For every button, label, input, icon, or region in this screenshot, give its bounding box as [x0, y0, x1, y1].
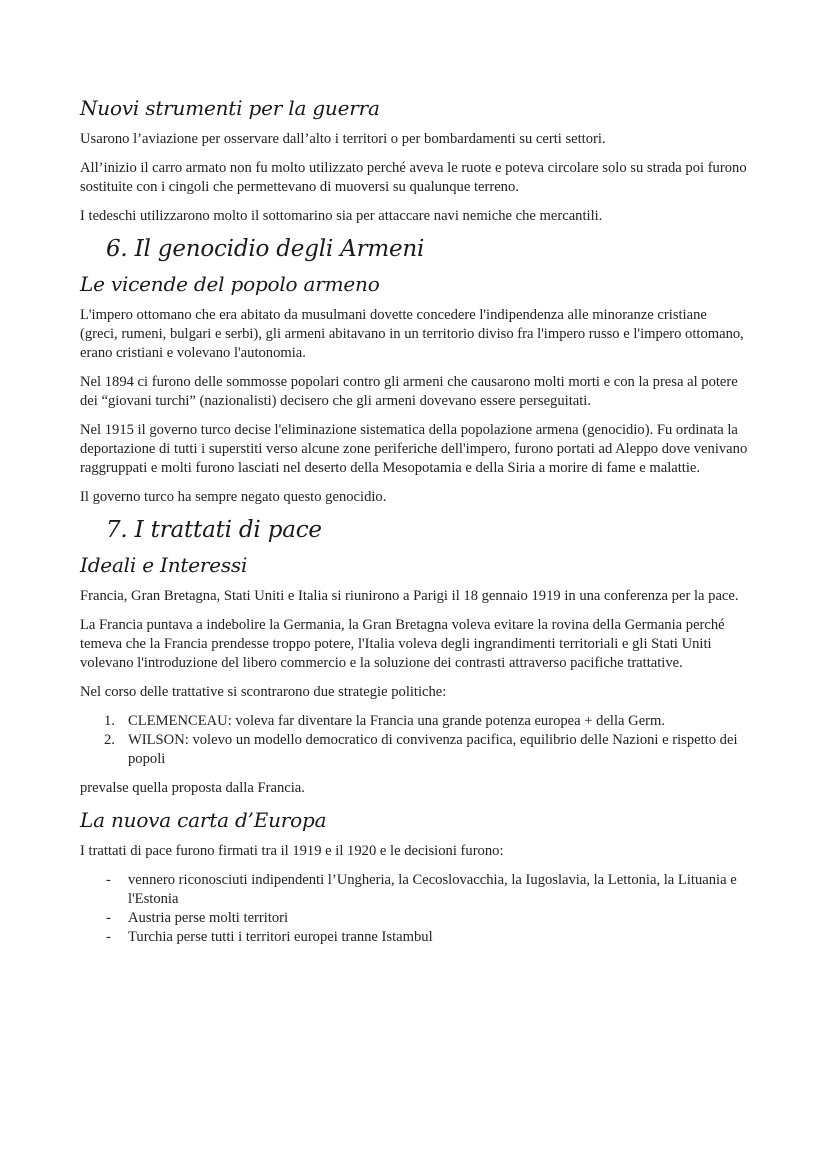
- list-item-text: Austria perse molti territori: [128, 910, 289, 926]
- heading-vicende-popolo-armeno: Le vicende del popolo armeno: [80, 272, 380, 296]
- list-item-text: CLEMENCEAU: voleva far diventare la Francia una grande potenza europea + della Germ.: [128, 713, 666, 729]
- paragraph: Nel 1915 il governo turco decise l'eliminazione sistematica della popolazione armena (genocidio). Fu ordinata la deportazione di tutti i superstiti verso alcune zone periferiche dell'impero, furono portati ad Aleppo dove venivano raggruppati e molti furono lasciati nel deserto della Mesopotamia e della Siria a morire di fame e malattie.: [80, 422, 748, 476]
- heading-trattati-pace: 7. I trattati di pace: [106, 517, 322, 543]
- paragraph: Francia, Gran Bretagna, Stati Uniti e Italia si riunirono a Parigi il 18 gennaio 1919 in una conferenza per la pace.: [80, 588, 739, 604]
- heading-ideali-interessi: Ideali e Interessi: [80, 553, 248, 577]
- list-item-text: vennero riconosciuti indipendenti l’Ungheria, la Cecoslovacchia, la Iugoslavia, la Lettonia, la Lituania e l'Estonia: [128, 872, 737, 907]
- heading-nuova-carta-europa: La nuova carta d’Europa: [80, 808, 327, 832]
- paragraph: Usarono l’aviazione per osservare dall’alto i territori o per bombardamenti su certi settori.: [80, 131, 606, 147]
- paragraph: Nel corso delle trattative si scontrarono due strategie politiche:: [80, 684, 447, 700]
- list-number: 2.: [104, 732, 115, 748]
- list-bullet: -: [106, 929, 111, 945]
- paragraph: I trattati di pace furono firmati tra il 1919 e il 1920 e le decisioni furono:: [80, 843, 504, 859]
- list-bullet: -: [106, 910, 111, 926]
- paragraph: L'impero ottomano che era abitato da musulmani dovette concedere l'indipendenza alle minoranze cristiane (greci, rumeni, bulgari e serbi), gli armeni abitavano in un territorio diviso fra l'impero russo e l'impero ottomano, erano cristiani e volevano l'autonomia.: [80, 307, 744, 361]
- paragraph: Il governo turco ha sempre negato questo genocidio.: [80, 489, 387, 505]
- list-item: [80, 731, 748, 769]
- numbered-list: [80, 712, 748, 769]
- bullet-list: [80, 871, 748, 947]
- list-item: [80, 928, 748, 947]
- paragraph: prevalse quella proposta dalla Francia.: [80, 780, 305, 796]
- list-item: [80, 909, 748, 928]
- list-bullet: -: [106, 872, 111, 888]
- list-number: 1.: [104, 713, 115, 729]
- list-item: [80, 712, 748, 731]
- list-item: [80, 871, 748, 909]
- heading-genocidio-armeni: 6. Il genocidio degli Armeni: [106, 236, 425, 262]
- heading-nuovi-strumenti: Nuovi strumenti per la guerra: [80, 96, 380, 120]
- paragraph: All’inizio il carro armato non fu molto utilizzato perché aveva le ruote e poteva circolare solo su strada poi furono sostituite con i cingoli che permettevano di muoversi su qualunque terreno.: [80, 160, 747, 195]
- paragraph: Nel 1894 ci furono delle sommosse popolari contro gli armeni che causarono molti morti e con la presa al potere dei “giovani turchi” (nazionalisti) decisero che gli armeni dovevano essere perseguitati.: [80, 374, 738, 409]
- list-item-text: WILSON: volevo un modello democratico di convivenza pacifica, equilibrio delle Nazioni e rispetto dei popoli: [128, 732, 738, 767]
- list-item-text: Turchia perse tutti i territori europei tranne Istambul: [128, 929, 433, 945]
- paragraph: I tedeschi utilizzarono molto il sottomarino sia per attaccare navi nemiche che mercantili.: [80, 208, 603, 224]
- paragraph: La Francia puntava a indebolire la Germania, la Gran Bretagna voleva evitare la rovina della Germania perché temeva che la Francia prendesse troppo potere, l'Italia voleva degli ingrandimenti territoriali e gli Stati Uniti volevano l'introduzione del libero commercio e la soluzione dei contrasti attraverso pacifiche trattative.: [80, 617, 725, 671]
